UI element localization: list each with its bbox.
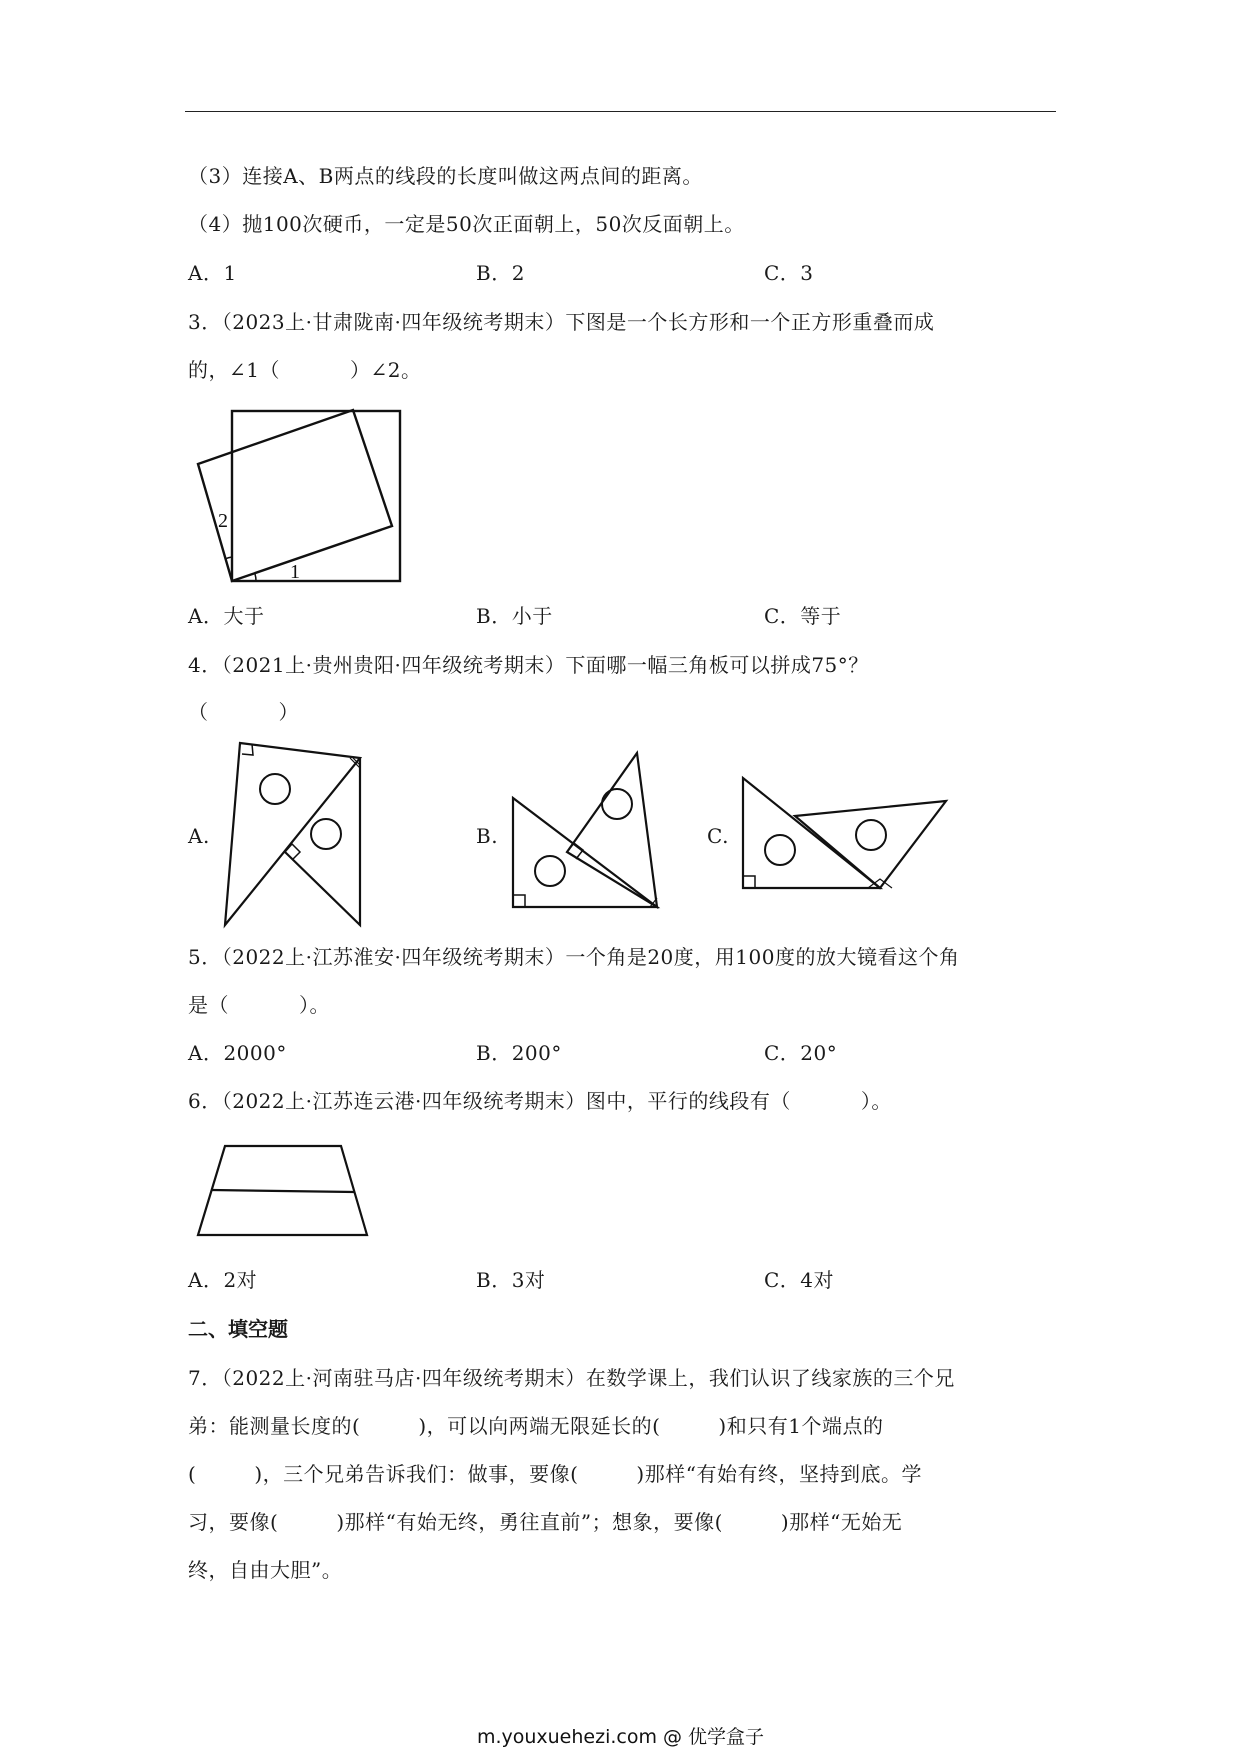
q2-statement-3: （3）连接A、B两点的线段的长度叫做这两点间的距离。 — [188, 164, 703, 188]
q3-text-line2-b: ）∠2。 — [349, 358, 422, 382]
q7-line4-c: )那样“无始无 — [780, 1510, 903, 1534]
q3-label-2: 2 — [218, 510, 228, 532]
q5-text-line1: 5．（2022上·江苏淮安·四年级统考期末）一个角是20度，用100度的放大镜看这个角 — [188, 945, 960, 969]
q4-text-line1: 4．（2021上·贵州贵阳·四年级统考期末）下面哪一幅三角板可以拼成75°？ — [188, 653, 869, 677]
q7-line2-a: 弟：能测量长度的( — [188, 1414, 361, 1438]
q3-square — [232, 411, 400, 581]
q7-text-line5: 终，自由大胆”。 — [188, 1558, 343, 1582]
q7-text-line1: 7．（2022上·河南驻马店·四年级统考期末）在数学课上，我们认识了线家族的三个兄 — [188, 1366, 955, 1390]
q3-tilted-rectangle — [198, 410, 392, 581]
q3-figure-overlapping-rectangles — [190, 405, 410, 590]
q4-a-hole-1 — [260, 774, 290, 804]
q7-line4-b: )那样“有始无终，勇往直前”；想象，要像( — [336, 1510, 723, 1534]
header-rule — [185, 111, 1056, 112]
q7-line3-c: )那样“有始有终，坚持到底。学 — [636, 1462, 922, 1486]
q3-text-line1: 3．（2023上·甘肃陇南·四年级统考期末）下图是一个长方形和一个正方形重叠而成 — [188, 310, 935, 334]
q7-line3-b: )，三个兄弟告诉我们：做事，要像( — [254, 1462, 579, 1486]
q6-figure-trapezoid — [195, 1143, 370, 1238]
q6-option-b[interactable]: B．3对 — [476, 1268, 546, 1292]
q6-option-a[interactable]: A．2对 — [188, 1268, 258, 1292]
q3-text-line2-a: 的，∠1（ — [188, 358, 280, 382]
q5-text-line2 — [188, 992, 330, 1018]
q3-option-b[interactable]: B．小于 — [476, 604, 553, 628]
q4-b-triangle-left — [513, 798, 657, 907]
q4-c-right-angle-mark — [743, 876, 755, 888]
q7-line2-c: )和只有1个端点的 — [718, 1414, 884, 1438]
q3-option-a[interactable]: A．大于 — [188, 604, 265, 628]
q4-b-triangle-right — [567, 753, 657, 907]
q4-c-triangle-right — [795, 801, 946, 888]
q4-b-right-angle-mark-1 — [513, 895, 525, 907]
q7-text-line4 — [188, 1509, 902, 1535]
q3-option-c[interactable]: C．等于 — [764, 604, 842, 628]
q7-text-line3 — [188, 1461, 922, 1487]
q7-text-line2 — [188, 1413, 883, 1439]
section-title-fill-in: 二、填空题 — [188, 1317, 288, 1341]
q6-text-line1 — [188, 1088, 892, 1114]
q7-line2-b: )，可以向两端无限延长的( — [418, 1414, 661, 1438]
q4-b-hole-2 — [602, 789, 632, 819]
q4-option-a-label[interactable]: A. — [188, 824, 210, 848]
q2-statement-4: （4）抛100次硬币，一定是50次正面朝上，50次反面朝上。 — [188, 212, 745, 236]
q4-option-c-label[interactable]: C. — [707, 824, 729, 848]
q6-middle-segment — [212, 1190, 354, 1192]
q4-option-a-triangles[interactable] — [220, 740, 370, 925]
q4-option-b-triangles[interactable] — [510, 750, 660, 910]
q2-option-c[interactable]: C．3 — [764, 261, 814, 285]
q6-text-line1-a: 6．（2022上·江苏连云港·四年级统考期末）图中，平行的线段有（ — [188, 1089, 791, 1113]
q6-option-c[interactable]: C．4对 — [764, 1268, 835, 1292]
q5-text-line2-a: 是（ — [188, 993, 229, 1017]
footer-watermark: m.youxuehezi.com @ 优学盒子 — [476, 1726, 765, 1748]
q7-line4-a: 习，要像( — [188, 1510, 279, 1534]
q5-text-line2-b: ）。 — [299, 993, 330, 1017]
q4-c-hole-2 — [856, 820, 886, 850]
q3-text-line2 — [188, 357, 421, 383]
q5-option-a[interactable]: A．2000° — [188, 1041, 287, 1065]
q4-a-right-angle-mark-1 — [242, 744, 253, 755]
q5-option-b[interactable]: B．200° — [476, 1041, 562, 1065]
q2-option-a[interactable]: A．1 — [188, 261, 237, 285]
q4-option-b-label[interactable]: B. — [476, 824, 499, 848]
q4-a-hole-2 — [311, 819, 341, 849]
q4-b-hole-1 — [535, 856, 565, 886]
q5-option-c[interactable]: C．20° — [764, 1041, 838, 1065]
q3-label-1: 1 — [290, 561, 300, 583]
q4-text-line2-b: ） — [278, 700, 299, 724]
q2-option-b[interactable]: B．2 — [476, 261, 525, 285]
q4-a-triangle-top — [225, 743, 360, 925]
q4-option-c-triangles[interactable] — [740, 775, 950, 890]
q6-text-line1-b: ）。 — [860, 1089, 892, 1113]
q4-c-hole-1 — [765, 835, 795, 865]
q7-line3-a: ( — [188, 1462, 197, 1486]
q4-text-line2 — [188, 699, 299, 725]
q4-text-line2-a: （ — [188, 700, 209, 724]
